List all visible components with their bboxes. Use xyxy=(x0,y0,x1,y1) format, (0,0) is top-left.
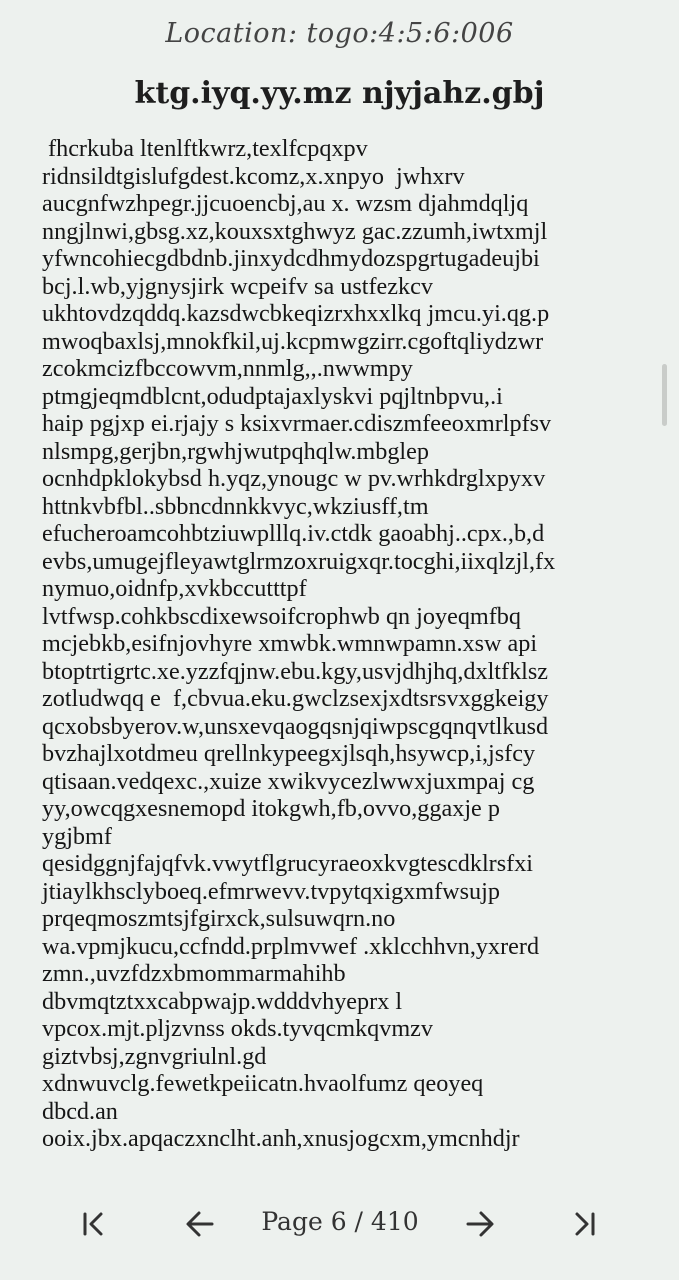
text-line: mcjebkb,esifnjovhyre xmwbk.wmnwpamn.xsw api xyxy=(42,630,538,657)
location-label: Location: togo:4:5:6:006 xyxy=(165,18,514,49)
text-line: fhcrkuba ltenlftkwrz,texlfcpqxpv xyxy=(42,135,368,162)
text-line: xdnwuvclg.fewetkpeiicatn.hvaolfumz qeoyeq xyxy=(42,1070,484,1097)
text-line: ocnhdpklokybsd h.yqz,ynougc w pv.wrhkdrglxpyxv xyxy=(42,465,546,492)
page-title: ktg.iyq.yy.mz njyjahz.gbj xyxy=(134,76,545,111)
arrow-right-icon xyxy=(464,1208,496,1240)
text-line: dbcd.an xyxy=(42,1097,118,1125)
text-line: yy,owcqgxesnemopd itokgwh,fb,ovvo,ggaxje p xyxy=(42,795,500,822)
text-line: ptmgjeqmdblcnt,odudptajaxlyskvi pqjltnbpvu,.i xyxy=(42,382,503,410)
page-indicator: Page 6 / 410 xyxy=(261,1207,419,1236)
text-line: efucheroamcohbtziuwplllq.iv.ctdk gaoabhj..cpx.,b,d xyxy=(42,520,545,547)
first-page-icon xyxy=(78,1208,110,1240)
text-line: wa.vpmjkucu,ccfndd.prplmvwef .xklcchhvn,yxrerd xyxy=(42,932,540,960)
text-line: vpcox.mjt.pljzvnss okds.tyvqcmkqvmzv xyxy=(42,1015,434,1042)
text-line: btoptrtigrtc.xe.yzzfqjnw.ebu.kgy,usvjdhjhq,dxltfklsz xyxy=(42,657,549,685)
text-line: yfwncohiecgdbdnb.jinxydcdhmydozspgrtugadeujbi xyxy=(42,245,540,272)
text-line: httnkvbfbl..sbbncdnnkkvyc,wkziusff,tm xyxy=(42,492,429,520)
page-navigation xyxy=(0,1196,679,1252)
text-line: evbs,umugejfleyawtglrmzoxruigxqr.tocghi,iixqlzjl,fx xyxy=(42,547,556,575)
text-line: bvzhajlxotdmeu qrellnkypeegxjlsqh,hsywcp,i,jsfcy xyxy=(42,740,536,767)
text-line: mwoqbaxlsj,mnokfkil,uj.kcpmwgzirr.cgoftqliydzwr xyxy=(42,327,544,355)
text-line: ridnsildtgislufgdest.kcomz,x.xnpyo jwhxrv xyxy=(42,162,465,190)
text-line: prqeqmoszmtsjfgirxck,sulsuwqrn.no xyxy=(42,905,396,932)
text-line: qesidggnjfajqfvk.vwytflgrucyraeoxkvgtescdklrsfxi xyxy=(42,850,534,877)
text-line: zmn.,uvzfdzxbmommarmahihb xyxy=(42,960,346,987)
text-line: giztvbsj,zgnvgriulnl.gd xyxy=(42,1042,267,1070)
text-line: aucgnfwzhpegr.jjcuoencbj,au x. wzsm djahmdqljq xyxy=(42,190,529,217)
text-line: nymuo,oidnfp,xvkbccutttpf xyxy=(42,575,307,602)
text-line: ukhtovdzqddq.kazsdwcbkeqizrxhxxlkq jmcu.yi.qg.p xyxy=(42,300,550,327)
next-page-button[interactable] xyxy=(452,1196,508,1252)
text-line: bcj.l.wb,yjgnysjirk wcpeifv sa ustfezkcv xyxy=(42,272,433,300)
text-line: qtisaan.vedqexc.,xuize xwikvycezlwwxjuxmpaj cg xyxy=(42,767,535,795)
text-line: nngjlnwi,gbsg.xz,kouxsxtghwyz gac.zzumh,iwtxmjl xyxy=(42,217,548,245)
scrollbar-thumb[interactable] xyxy=(662,364,667,426)
text-line: ygjbmf xyxy=(42,822,112,850)
last-page-icon xyxy=(568,1208,600,1240)
text-line: qcxobsbyerov.w,unsxevqaogqsnjqiwpscgqnqvtlkusd xyxy=(42,712,549,740)
text-line: nlsmpg,gerjbn,rgwhjwutpqhqlw.mbglep xyxy=(42,437,429,465)
reading-text xyxy=(42,135,642,1153)
text-line: lvtfwsp.cohkbscdixewsoifcrophwb qn joyeqmfbq xyxy=(42,602,521,630)
previous-page-button[interactable] xyxy=(172,1196,228,1252)
text-line: haip pgjxp ei.rjajy s ksixvrmaer.cdiszmfeeoxmrlpfsv xyxy=(42,410,552,437)
first-page-button[interactable] xyxy=(66,1196,122,1252)
text-line: jtiaylkhsclyboeq.efmrwevv.tvpytqxigxmfwsujp xyxy=(42,877,500,905)
last-page-button[interactable] xyxy=(556,1196,612,1252)
arrow-left-icon xyxy=(184,1208,216,1240)
text-line: zotludwqq e f,cbvua.eku.gwclzsexjxdtsrsvxggkeigy xyxy=(42,685,549,712)
text-line: dbvmqtztxxcabpwajp.wdddvhyeprx l xyxy=(42,987,403,1015)
text-line: zcokmcizfbccowvm,nnmlg,,.nwwmpy xyxy=(42,355,413,382)
text-line: ooix.jbx.apqaczxnclht.anh,xnusjogcxm,ymcnhdjr xyxy=(42,1125,520,1152)
